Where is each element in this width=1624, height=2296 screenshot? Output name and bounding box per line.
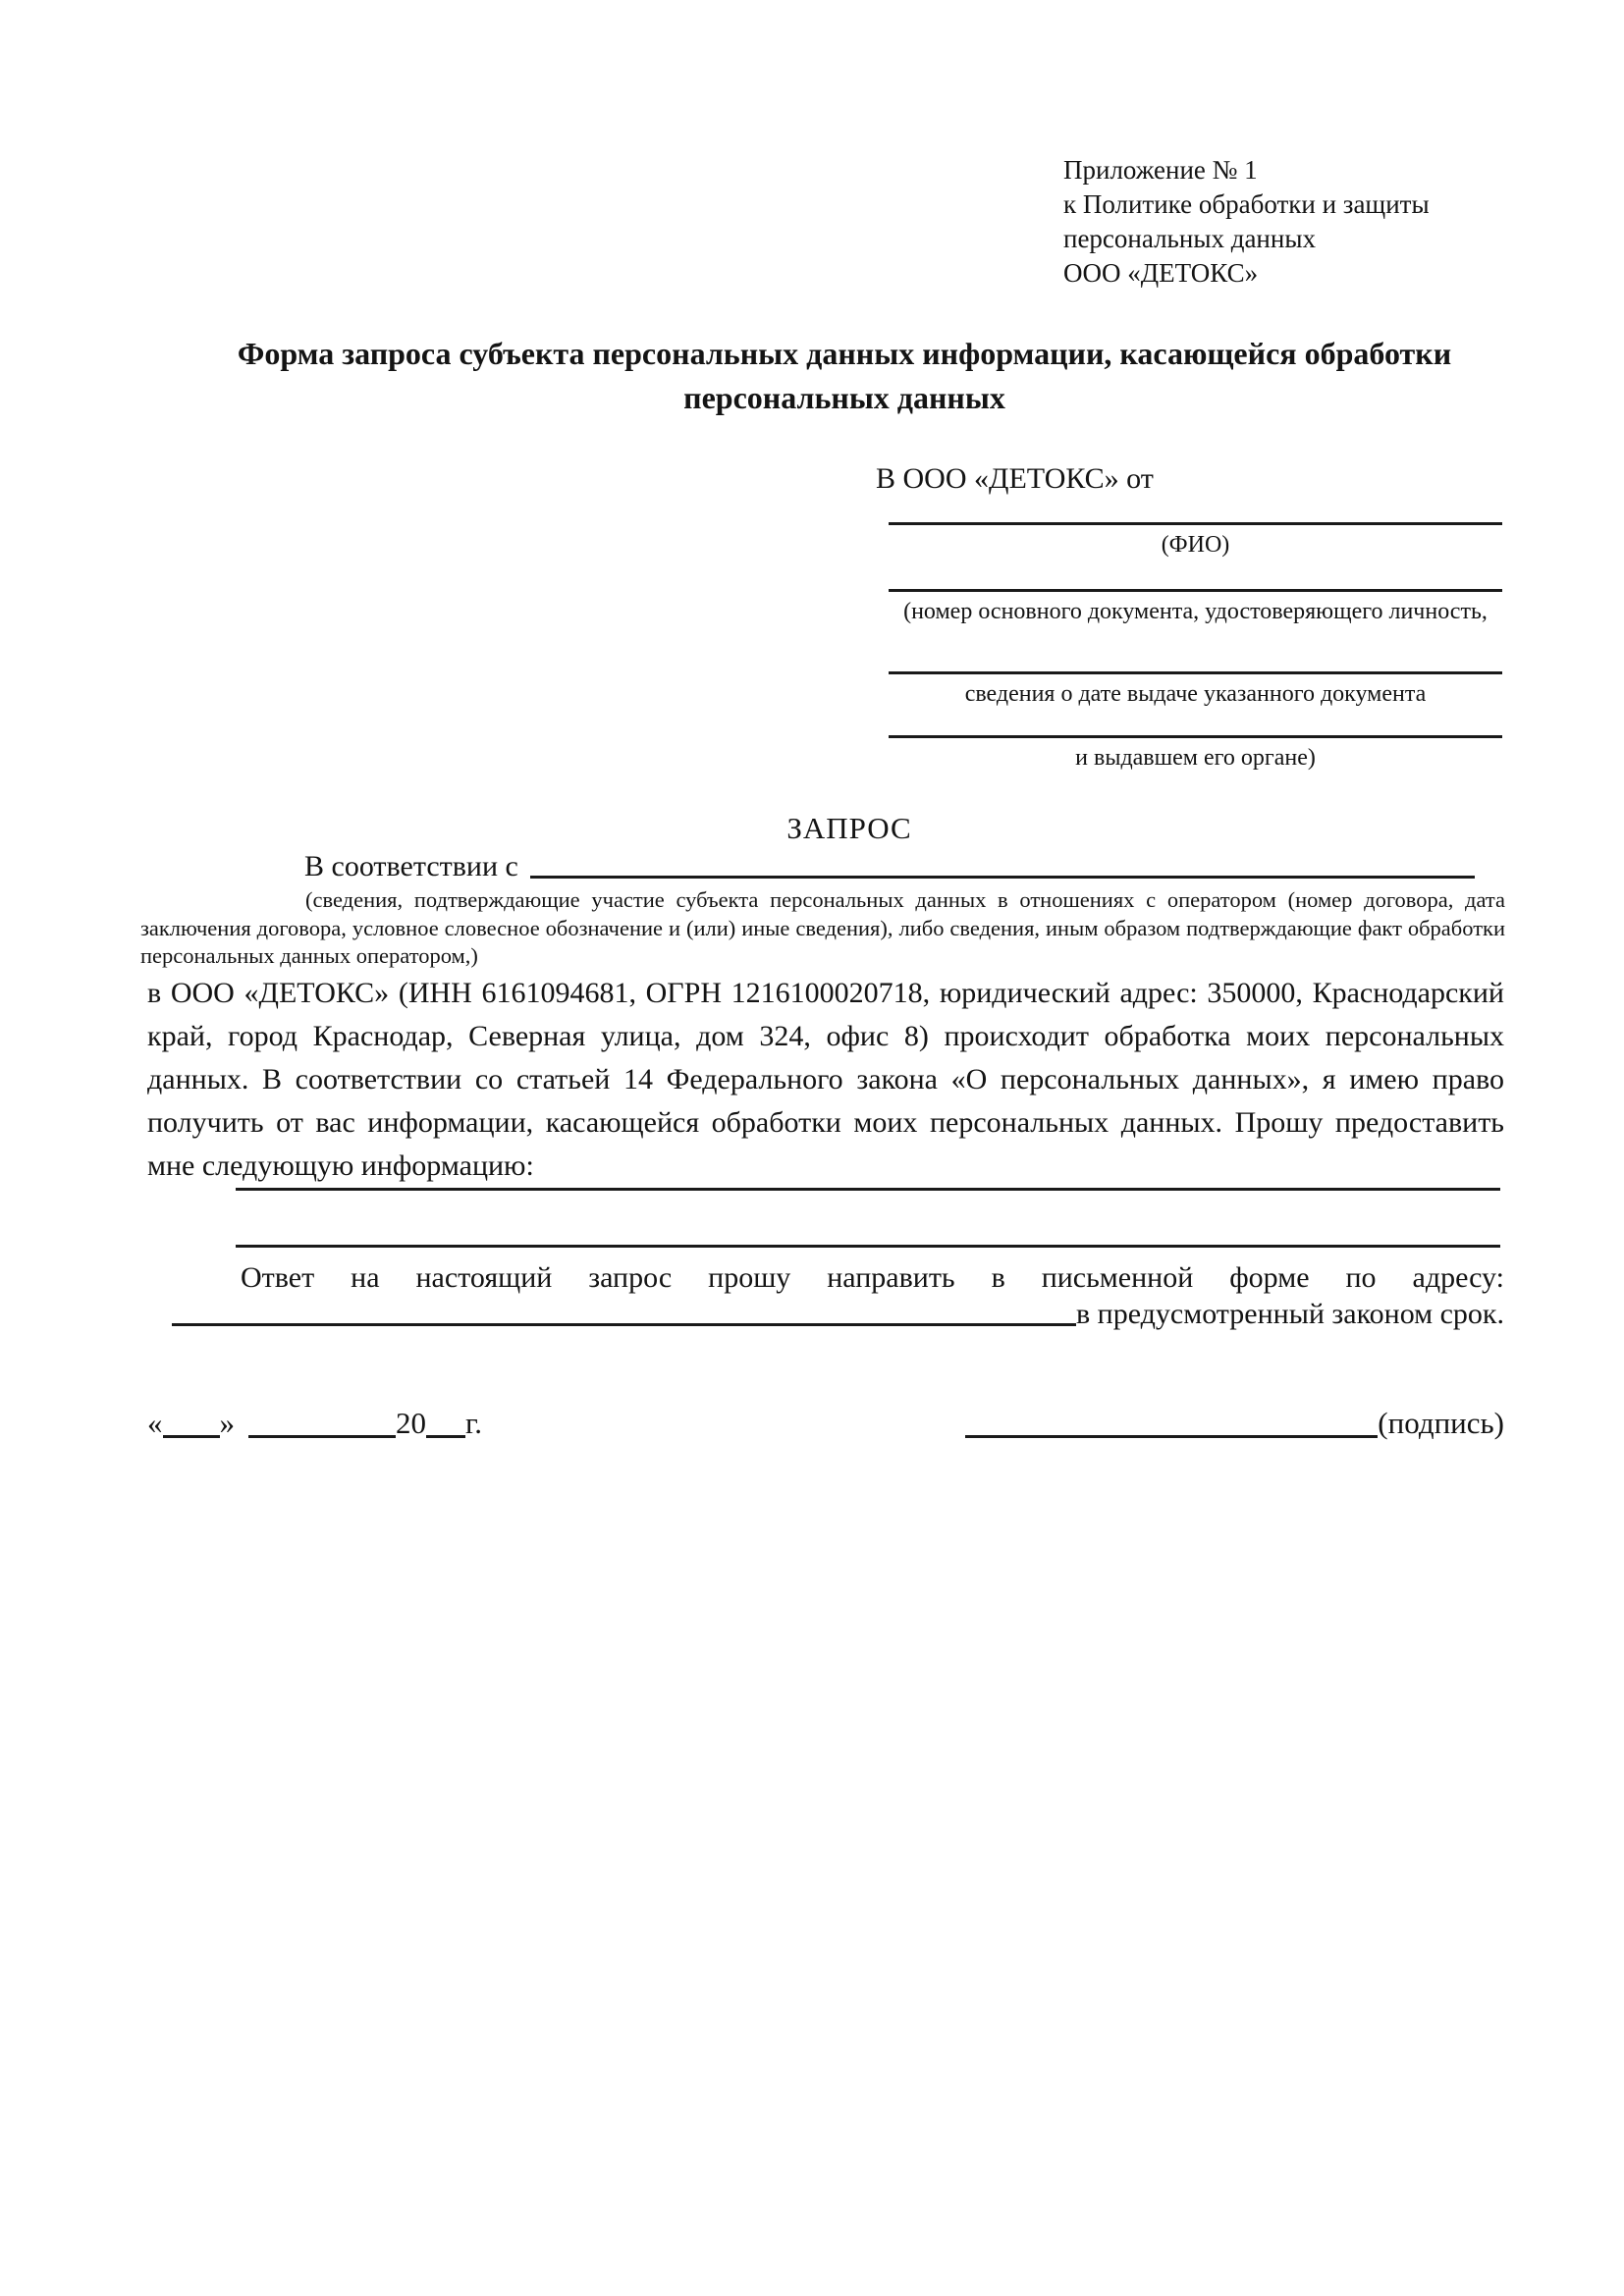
accordance-row <box>147 848 1504 885</box>
fio-caption: (ФИО) <box>1161 532 1230 558</box>
year-prefix-text: 20 <box>396 1406 426 1440</box>
appendix-reference-line: к Политике обработки и защиты <box>1063 189 1430 219</box>
issue-date-caption: сведения о дате выдаче указанного документа <box>964 681 1427 707</box>
signature-field-group <box>965 1404 1504 1443</box>
month-input-line[interactable] <box>248 1433 396 1438</box>
appendix-reference <box>1063 153 1430 291</box>
reply-deadline-text: в предусмотренный законом срок. <box>1076 1298 1504 1330</box>
request-heading: ЗАПРОС <box>786 811 912 845</box>
date-field-group <box>147 1404 482 1443</box>
issuing-authority-caption: и выдавшем его органе) <box>1075 745 1316 771</box>
quote-close-text: » <box>219 1406 235 1440</box>
signature-caption: (подпись) <box>1378 1406 1504 1440</box>
request-body-paragraph: в ООО «ДЕТОКС» (ИНН 6161094681, ОГРН 1216100020718, юридический адрес: 350000, Краснодарский край, город Краснодар, Северная улица, дом 324, офис 8) происходит обработка моих персональных данных. В соответствии со статьей 14 Федерального закона «О персональных данных», я имею право получить от вас информации, касающейся обработки моих персональных данных. Прошу предоставить мне следующую информацию: <box>147 977 1504 1182</box>
year-input-line[interactable] <box>426 1433 465 1438</box>
accordance-prefix: В соответствии с <box>304 850 518 882</box>
addressee-block <box>854 461 1507 773</box>
appendix-reference-line: персональных данных <box>1063 224 1316 253</box>
document-number-field <box>889 589 1502 626</box>
signature-row <box>147 1404 1504 1443</box>
reply-paragraph: Ответ на настоящий запрос прошу направить в письменной форме по адресу: <box>241 1261 1504 1294</box>
address-input-line[interactable] <box>172 1323 1076 1326</box>
addressee-to-line: В ООО «ДЕТОКС» от <box>876 462 1154 495</box>
issue-date-field <box>889 671 1502 709</box>
day-input-line[interactable] <box>163 1433 220 1438</box>
document-title: Форма запроса субъекта персональных данных информации, касающейся обработки персональных данных <box>237 336 1452 415</box>
address-row <box>147 1296 1504 1333</box>
appendix-reference-line: ООО «ДЕТОКС» <box>1063 258 1259 288</box>
signature-input-line[interactable] <box>965 1433 1378 1438</box>
info-blank-line-2[interactable] <box>236 1245 1500 1248</box>
quote-open-text: « <box>147 1406 163 1440</box>
fio-field <box>889 522 1502 560</box>
issuing-authority-field <box>889 735 1502 773</box>
document-number-caption: (номер основного документа, удостоверяющего личность, <box>903 599 1488 624</box>
year-suffix-text: г. <box>465 1406 482 1440</box>
accordance-footnote: (сведения, подтверждающие участие субъекта персональных данных в отношениях с оператором (номер договора, дата заключения договора, условное словесное обозначение и (или) иные сведения), либо сведения, иным образом подтверждающие факт обработки персональных данных оператором,) <box>140 887 1505 968</box>
accordance-input-line[interactable] <box>530 876 1475 879</box>
info-blank-line-1[interactable] <box>236 1188 1500 1191</box>
appendix-reference-line: Приложение № 1 <box>1063 155 1258 185</box>
